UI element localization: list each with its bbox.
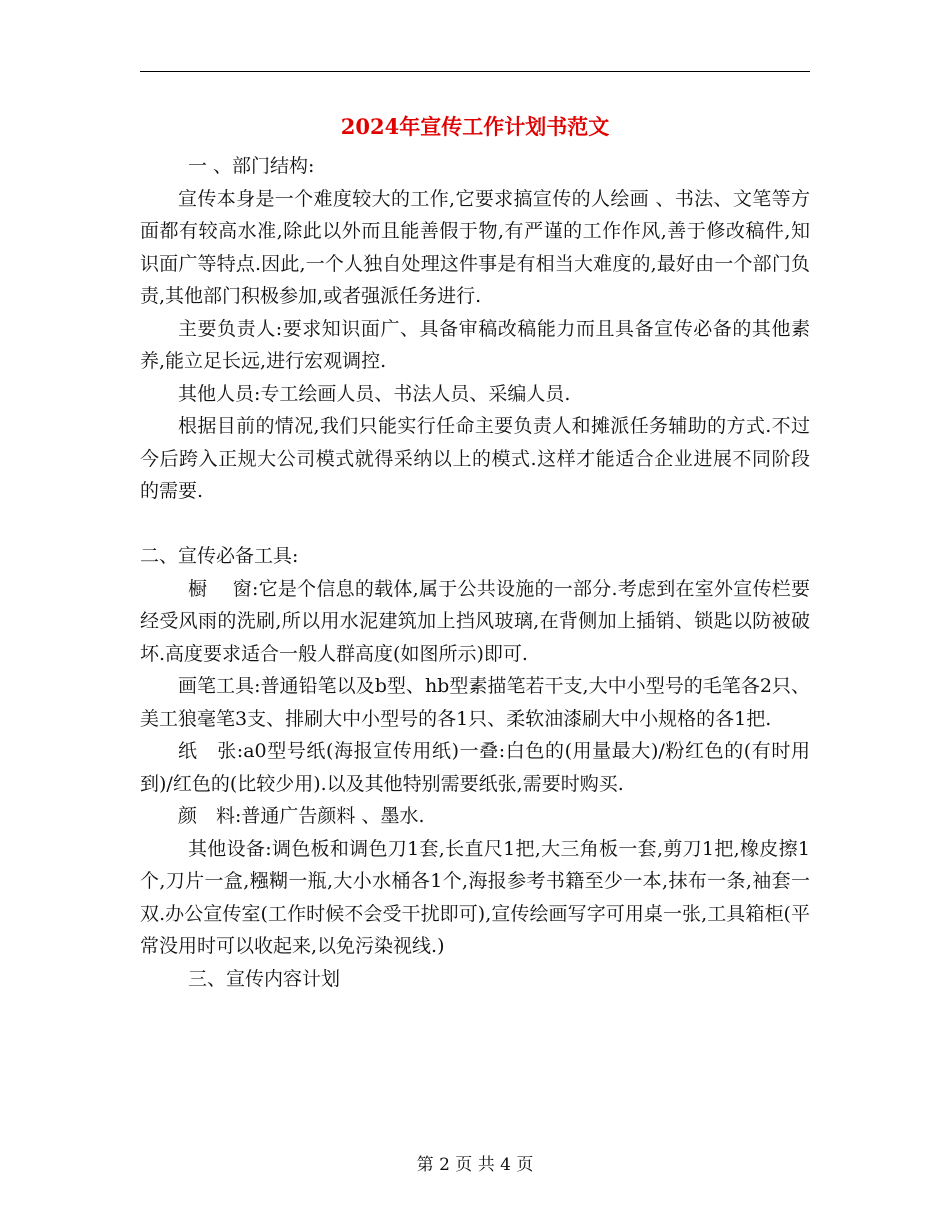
section-heading-2: 二、宣传必备工具: [140,545,299,567]
header-rule [140,71,810,72]
page-number: 第 2 页 共 4 页 [416,1155,534,1175]
document-body [140,150,810,995]
paragraph-other-equipment: 其他设备:调色板和调色刀1套,长直尺1把,大三角板一套,剪刀1把,橡皮擦1个,刀片一盒,糨糊一瓶,大小水桶各1个,海报参考书籍至少一本,抹布一条,袖套一双.办公宣传室(工作时候不会受干扰即可),宣传绘画写字可用桌一张,工具箱柜(平常没用时可以收起来,以免污染视线.) [140,837,810,957]
paragraph-brush-tools: 画笔工具:普通铅笔以及b型、hb型素描笔若干支,大中小型号的毛笔各2只、美工狼毫笔3支、排刷大中小型号的各1只、柔软油漆刷大中小规格的各1把. [140,675,810,730]
section-heading-3: 三、宣传内容计划 [188,967,341,990]
paragraph-current-situation: 根据目前的情况,我们只能实行任命主要负责人和摊派任务辅助的方式.不过今后跨入正规大公司模式就得采纳以上的模式.这样才能适合企业进展不同阶段的需要. [140,415,810,502]
paragraph-paper: 纸 张:a0型号纸(海报宣传用纸)一叠:白色的(用量最大)/粉红色的(有时用到)/红色的(比较少用).以及其他特别需要纸张,需要时购买. [140,740,810,795]
paragraph-main-lead: 主要负责人:要求知识面广、具备审稿改稿能力而且具备宣传必备的其他素养,能立足长远,进行宏观调控. [140,317,810,372]
document-title: 2024年宣传工作计划书范文 [340,114,610,139]
paragraph-display-window: 橱 窗:它是个信息的载体,属于公共设施的一部分.考虑到在室外宣传栏要经受风雨的洗刷,所以用水泥建筑加上挡风玻璃,在背侧加上插销、锁匙以防被破坏.高度要求适合一般人群高度(如图所示)即可. [140,577,810,665]
paragraph-spacer [140,508,810,541]
paragraph-pigment: 颜 料:普通广告颜料 、墨水. [178,805,425,827]
paragraph-department-intro: 宣传本身是一个难度较大的工作,它要求搞宣传的人绘画 、书法、文笔等方面都有较高水准,除此以外而且能善假于物,有严谨的工作作风,善于修改稿件,知识面广等特点.因此,一个人独自处理这件事是有相当大难度的,最好由一个部门负责,其他部门积极参加,或者强派任务进行. [140,187,810,307]
section-heading-1: 一 、部门结构: [188,155,315,177]
paragraph-other-staff: 其他人员:专工绘画人员、书法人员、采编人员. [178,382,571,405]
